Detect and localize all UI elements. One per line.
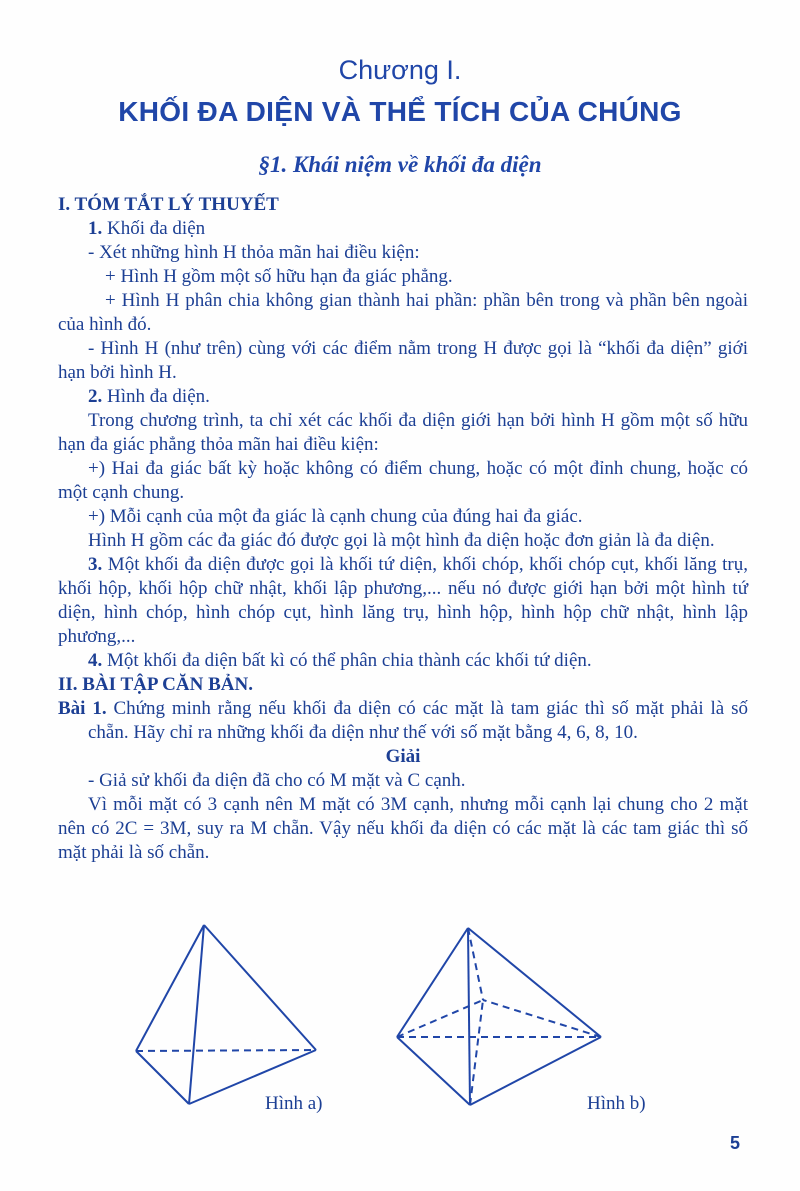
item-4-text: Một khối đa diện bất kì có thể phân chia thành các khối tứ diện.	[102, 650, 592, 671]
solution-heading: Giải	[385, 746, 421, 767]
figure-b-caption: Hình b)	[587, 1093, 646, 1114]
item-2-number: 2.	[88, 386, 103, 407]
paragraph: - Giả sử khối đa diện đã cho có M mặt và C cạnh.	[88, 770, 466, 791]
paragraph: +) Hai đa giác bất kỳ hoặc không có điểm chung, hoặc có một đỉnh chung, hoặc có một cạnh chung.	[58, 458, 748, 503]
page-number: 5	[730, 1133, 741, 1153]
part-heading-exercises: II. BÀI TẬP CĂN BẢN.	[58, 674, 253, 695]
tetrahedron-figure	[136, 925, 316, 1104]
chapter-title: KHỐI ĐA DIỆN VÀ THỂ TÍCH CỦA CHÚNG	[118, 96, 682, 127]
octahedron-figure	[397, 928, 601, 1105]
paragraph: - Hình H (như trên) cùng với các điểm nằm trong H được gọi là “khối đa diện” giới hạn bởi hình H.	[58, 338, 748, 383]
exercise-1-label: Bài 1.	[58, 698, 107, 719]
paragraph: Vì mỗi mặt có 3 cạnh nên M mặt có 3M cạnh, nhưng mỗi cạnh lại chung cho 2 mặt nên có 2C = 3M, suy ra M chẵn. Vậy nếu khối đa diện có các mặt là các tam giác thì số mặt phải là số chẵn.	[58, 794, 748, 863]
item-1-number: 1.	[88, 218, 103, 239]
paragraph: Trong chương trình, ta chỉ xét các khối đa diện giới hạn bởi hình H gồm một số hữu hạn đa giác phẳng thỏa mãn hai điều kiện:	[58, 410, 748, 455]
paragraph: + Hình H gồm một số hữu hạn đa giác phẳng.	[105, 266, 453, 287]
figure-a-caption: Hình a)	[265, 1093, 323, 1114]
item-1-title: Khối đa diện	[102, 218, 206, 239]
item-3-text: Một khối đa diện được gọi là khối tứ diện, khối chóp, khối chóp cụt, khối lăng trụ, khối hộp, khối hộp chữ nhật, khối lập phương,... nếu nó được giới hạn bởi một hình tứ diện, hình chóp, hình chóp cụt, hình lăng trụ, hình hộp, hình hộp chữ nhật, hình lập phương,...	[58, 554, 748, 647]
paragraph: + Hình H phân chia không gian thành hai phần: phần bên trong và phần bên ngoài của hình đó.	[58, 290, 748, 335]
paragraph: Hình H gồm các đa giác đó được gọi là một hình đa diện hoặc đơn giản là đa diện.	[88, 530, 715, 551]
paragraph: - Xét những hình H thỏa mãn hai điều kiện:	[88, 242, 420, 263]
item-3-number: 3.	[88, 554, 103, 575]
item-2-title: Hình đa diện.	[102, 386, 210, 407]
part-heading-theory: I. TÓM TẮT LÝ THUYẾT	[58, 194, 279, 215]
item-4-number: 4.	[88, 650, 103, 671]
paragraph: +) Mỗi cạnh của một đa giác là cạnh chung của đúng hai đa giác.	[88, 506, 583, 527]
exercise-1-text: Chứng minh rằng nếu khối đa diện có các mặt là tam giác thì số mặt phải là số chẵn. Hãy chỉ ra những khối đa diện như thế với số mặt bằng 4, 6, 8, 10.	[88, 698, 748, 743]
chapter-number: Chương I.	[338, 55, 462, 85]
section-title: §1. Khái niệm về khối đa diện	[258, 152, 542, 177]
